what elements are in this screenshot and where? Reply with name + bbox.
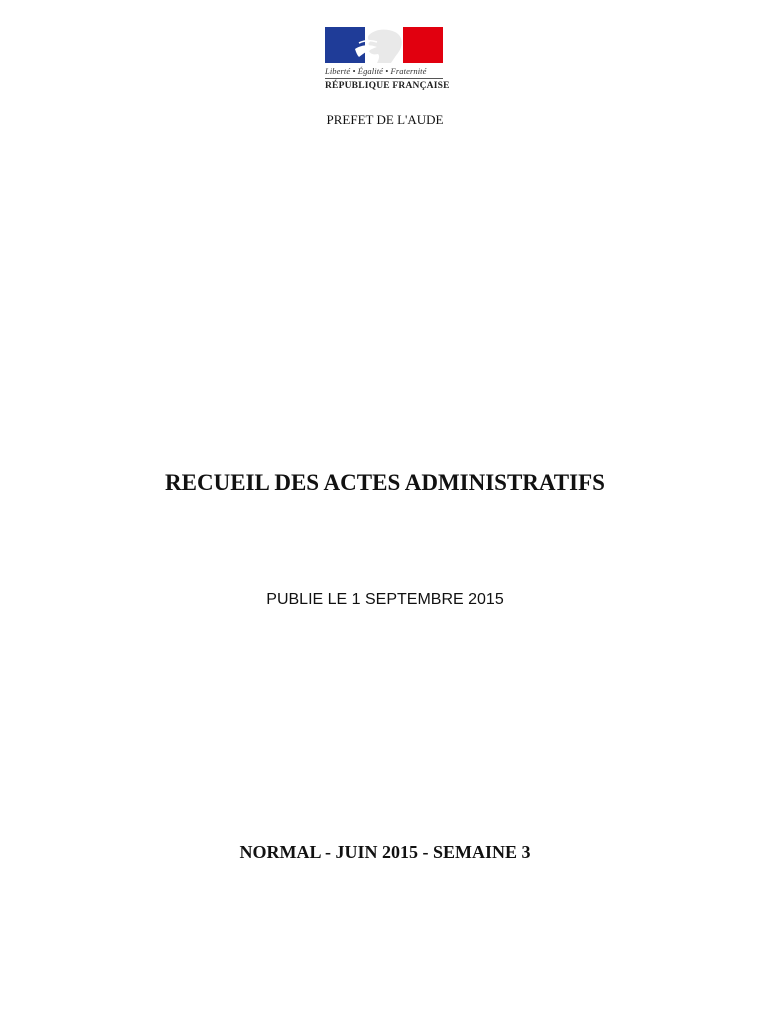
prefecture-name: PREFET DE L'AUDE: [326, 112, 444, 127]
logo-divider: [325, 78, 443, 79]
publication-date: PUBLIE LE 1 SEPTEMBRE 2015: [266, 591, 504, 608]
logo-motto: Liberté • Égalité • Fraternité: [325, 66, 427, 76]
edition-label: NORMAL - JUIN 2015 - SEMAINE 3: [239, 842, 531, 862]
republique-francaise-logo: [325, 27, 450, 91]
document-title: RECUEIL DES ACTES ADMINISTRATIFS: [165, 470, 605, 495]
marianne-logo-icon: [325, 27, 443, 63]
logo-republic-text: RÉPUBLIQUE FRANÇAISE: [325, 81, 450, 91]
